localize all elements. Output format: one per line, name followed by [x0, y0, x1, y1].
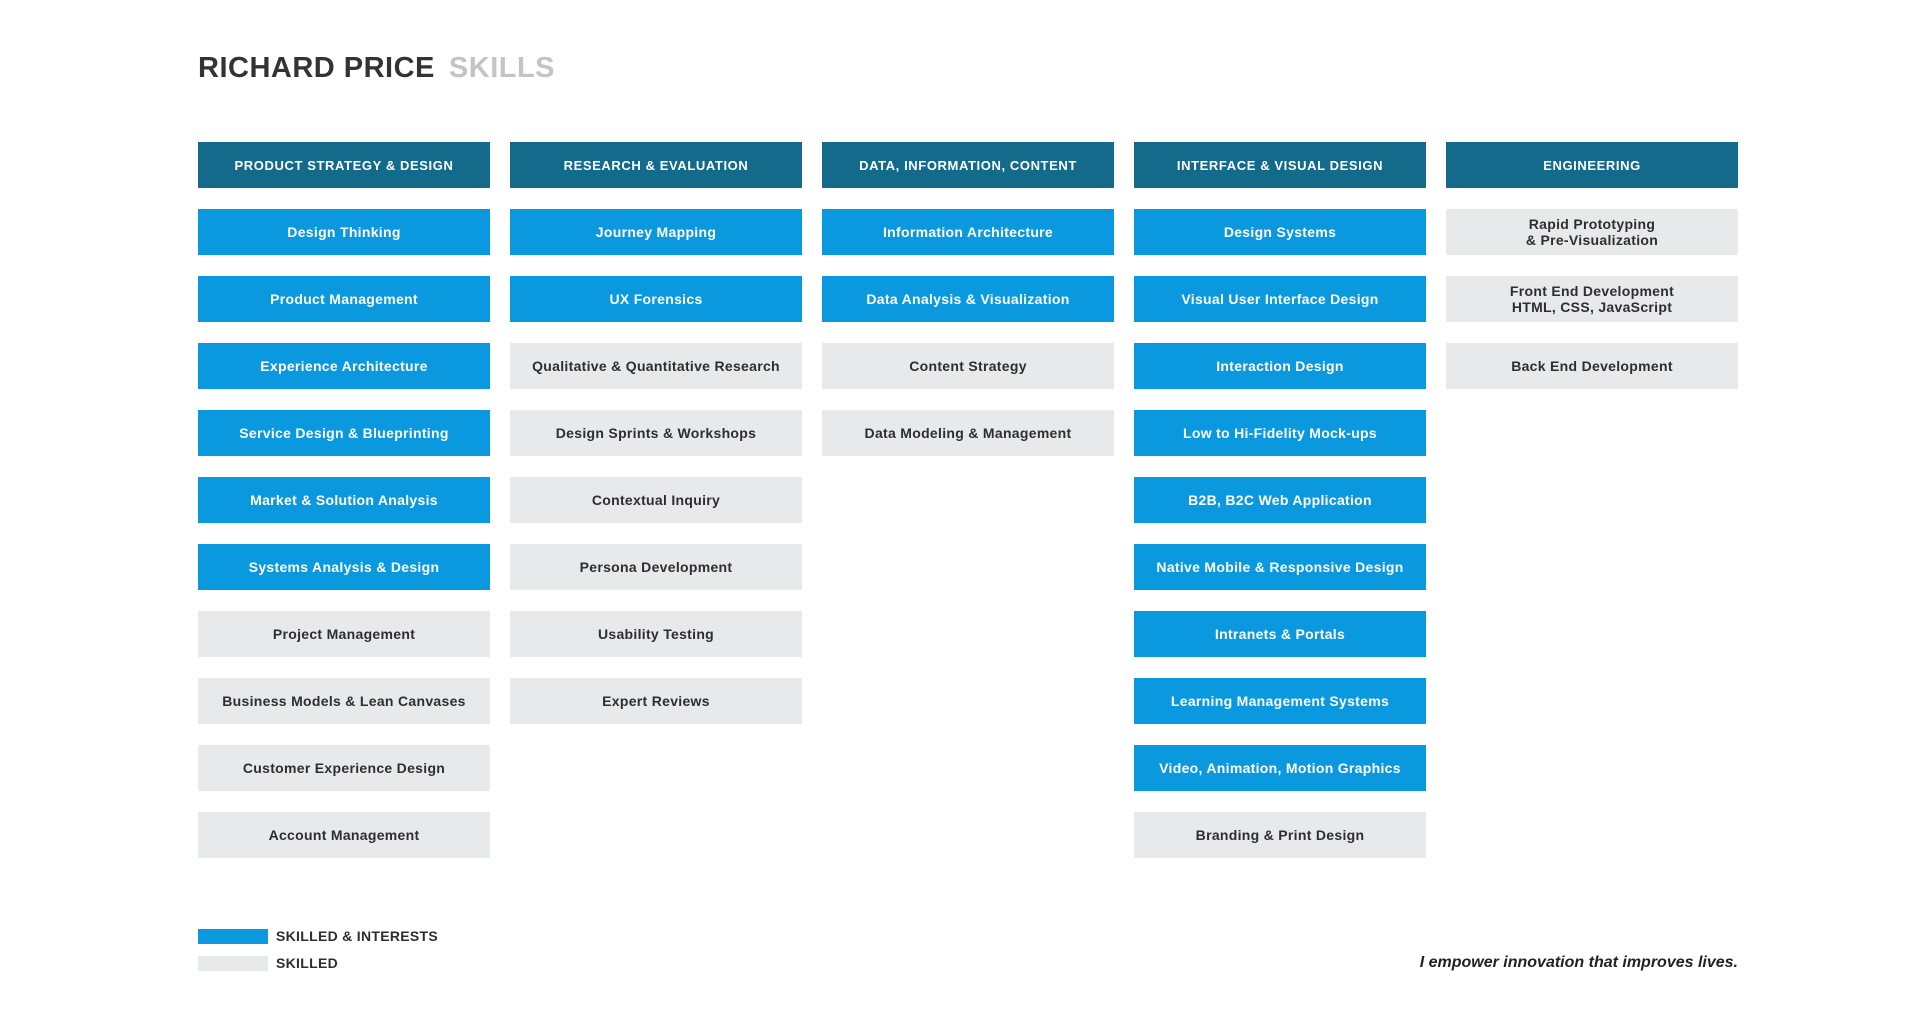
skill-item: Branding & Print Design — [1134, 812, 1426, 858]
skill-item: Persona Development — [510, 544, 802, 590]
legend-swatch-skilled-interests — [198, 929, 268, 944]
skill-item: Product Management — [198, 276, 490, 322]
tagline: I empower innovation that improves lives. — [1419, 954, 1738, 971]
skill-item: Visual User Interface Design — [1134, 276, 1426, 322]
skill-item: Video, Animation, Motion Graphics — [1134, 745, 1426, 791]
legend-row-skilled — [198, 953, 438, 973]
skill-item: Usability Testing — [510, 611, 802, 657]
skill-column — [822, 142, 1114, 858]
skill-item: Data Analysis & Visualization — [822, 276, 1114, 322]
skill-item: Content Strategy — [822, 343, 1114, 389]
skill-item: Experience Architecture — [198, 343, 490, 389]
column-header: ENGINEERING — [1446, 142, 1738, 188]
skill-item: Native Mobile & Responsive Design — [1134, 544, 1426, 590]
skill-item: Account Management — [198, 812, 490, 858]
skill-item: Market & Solution Analysis — [198, 477, 490, 523]
skill-item: Intranets & Portals — [1134, 611, 1426, 657]
title-subtitle: SKILLS — [448, 52, 556, 84]
skill-column — [510, 142, 802, 858]
skill-item: Design Systems — [1134, 209, 1426, 255]
legend-row-skilled-interests — [198, 926, 438, 946]
title-name: RICHARD PRICE — [198, 52, 435, 84]
skill-item: Back End Development — [1446, 343, 1738, 389]
skill-item: Rapid Prototyping & Pre-Visualization — [1446, 209, 1738, 255]
skill-item: Business Models & Lean Canvases — [198, 678, 490, 724]
legend — [198, 926, 438, 980]
skill-item: Data Modeling & Management — [822, 410, 1114, 456]
skill-item: Project Management — [198, 611, 490, 657]
skill-item: Qualitative & Quantitative Research — [510, 343, 802, 389]
skill-item: Customer Experience Design — [198, 745, 490, 791]
page-title — [198, 52, 555, 85]
column-header: DATA, INFORMATION, CONTENT — [822, 142, 1114, 188]
column-header: INTERFACE & VISUAL DESIGN — [1134, 142, 1426, 188]
legend-label-skilled: SKILLED — [276, 955, 338, 971]
legend-label-skilled-interests: SKILLED & INTERESTS — [276, 928, 439, 944]
skill-item: Journey Mapping — [510, 209, 802, 255]
skills-columns — [198, 142, 1738, 858]
skill-item: Contextual Inquiry — [510, 477, 802, 523]
skill-item: UX Forensics — [510, 276, 802, 322]
skill-column — [1446, 142, 1738, 858]
column-header: RESEARCH & EVALUATION — [510, 142, 802, 188]
skill-column — [198, 142, 490, 858]
skill-item: Design Sprints & Workshops — [510, 410, 802, 456]
skill-item: Front End Development HTML, CSS, JavaScript — [1446, 276, 1738, 322]
column-header: PRODUCT STRATEGY & DESIGN — [198, 142, 490, 188]
skill-item: Information Architecture — [822, 209, 1114, 255]
skill-column — [1134, 142, 1426, 858]
skill-item: Design Thinking — [198, 209, 490, 255]
legend-swatch-skilled — [198, 956, 268, 971]
skill-item: Interaction Design — [1134, 343, 1426, 389]
skill-item: B2B, B2C Web Application — [1134, 477, 1426, 523]
skill-item: Service Design & Blueprinting — [198, 410, 490, 456]
skill-item: Low to Hi-Fidelity Mock-ups — [1134, 410, 1426, 456]
skill-item: Systems Analysis & Design — [198, 544, 490, 590]
skill-item: Learning Management Systems — [1134, 678, 1426, 724]
skill-item: Expert Reviews — [510, 678, 802, 724]
